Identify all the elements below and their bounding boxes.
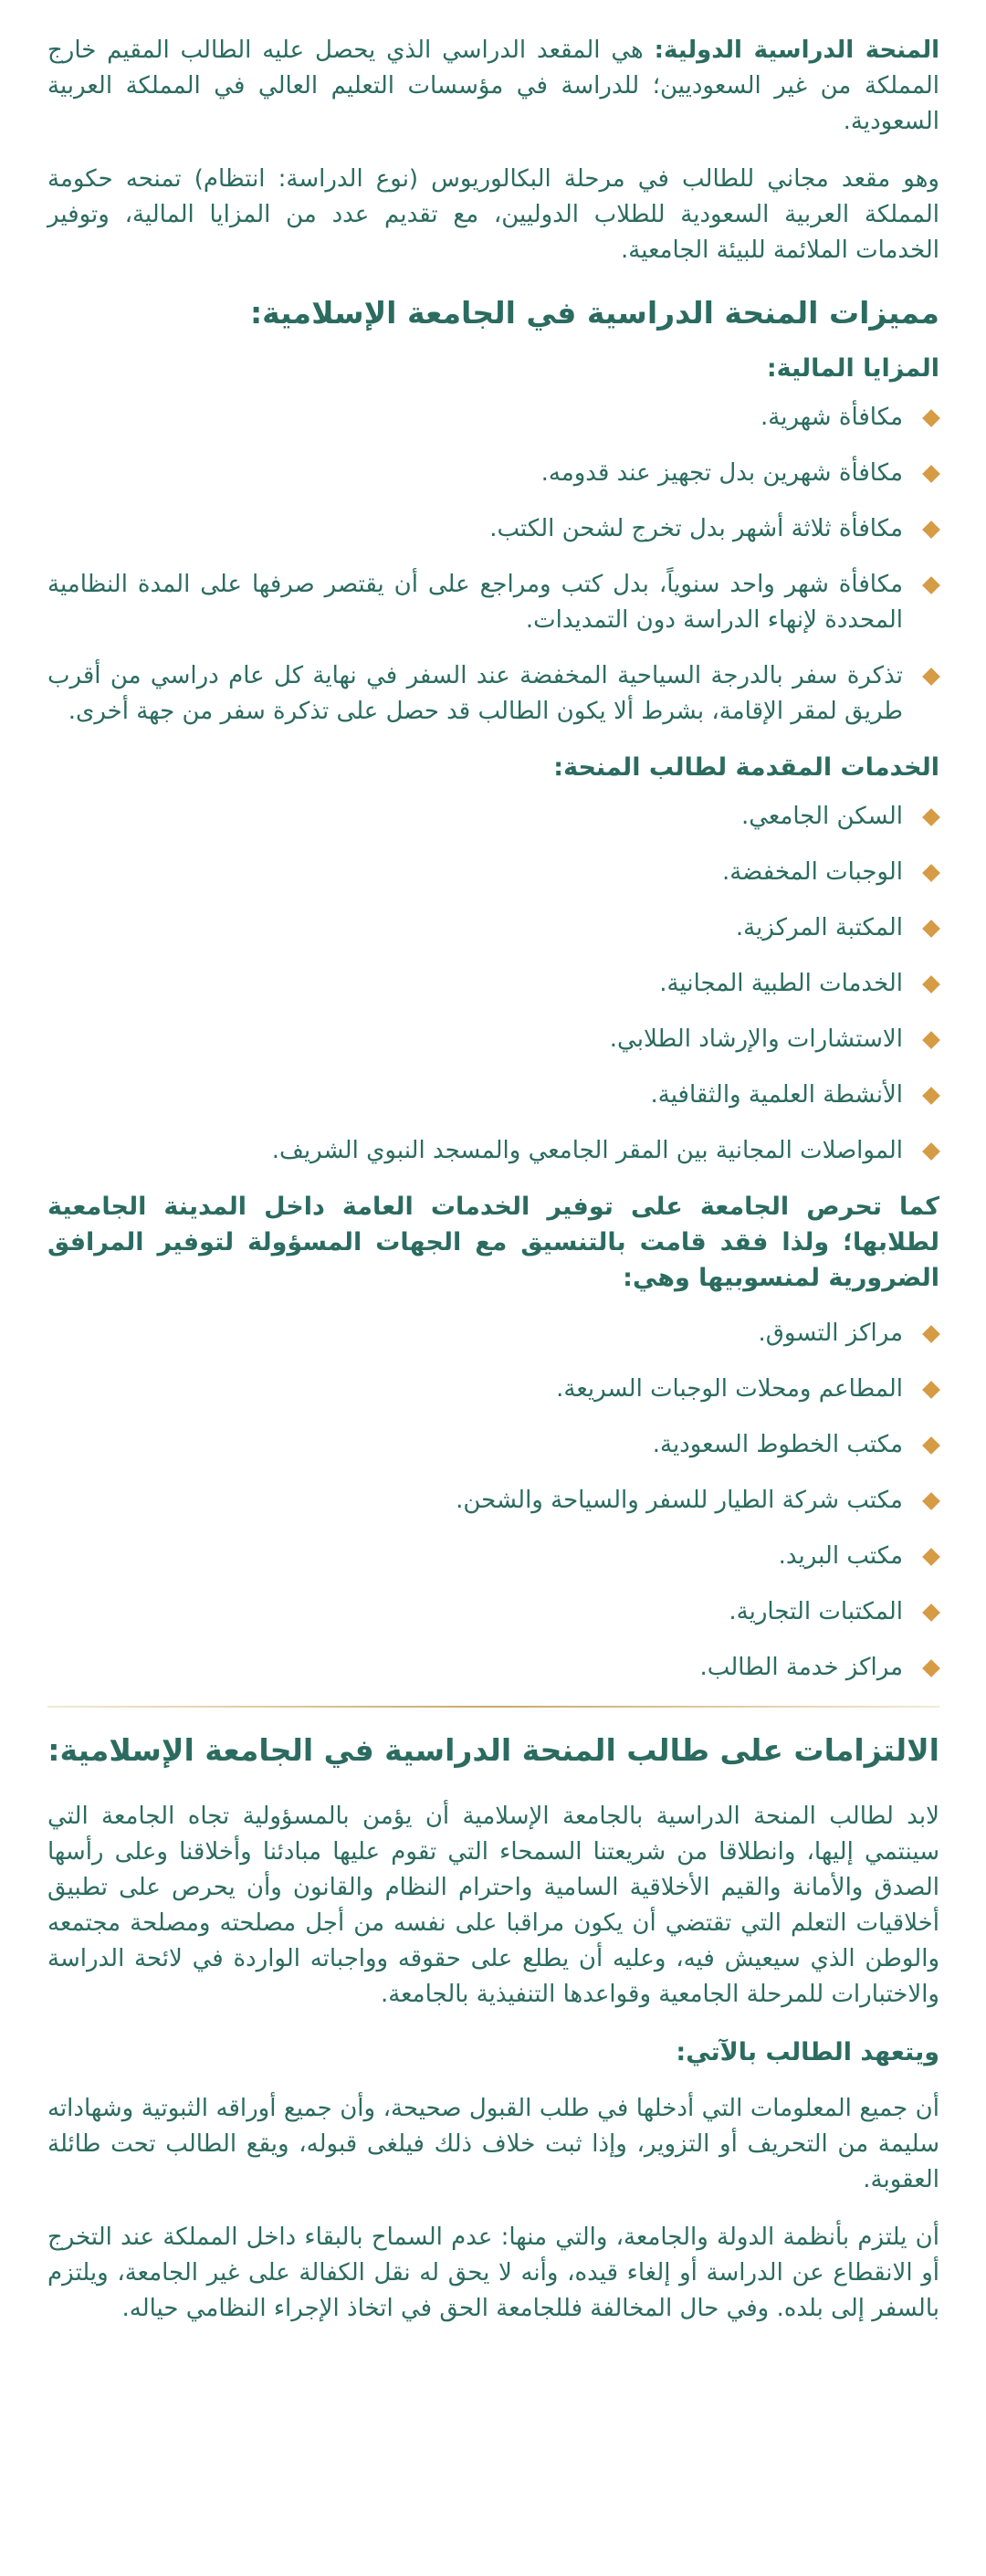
pledge-paragraph-2: أن يلتزم بأنظمة الدولة والجامعة، والتي منها: عدم السماح بالبقاء داخل المملكة عند التخرج أو الانقطاع عن الدراسة أو إلغاء قيده، وأنه لا يحق له نقل الكفالة على غير الجامعة، ويلتزم بالسفر إلى بلده. وفي حال المخالفة فللجامعة الحق في اتخاذ الإجراء النظامي حياله. — [47, 2224, 939, 2322]
list-item-text: مكافأة شهر واحد سنوياً، بدل كتب ومراجع على أن يقتصر صرفها على المدة النظامية المحددة لإنهاء الدراسة دون التمديدات. — [47, 571, 903, 634]
list-item-text: الخدمات الطبية المجانية. — [659, 970, 903, 997]
list-item — [47, 1650, 939, 1686]
list-item-text: الأنشطة العلمية والثقافية. — [650, 1081, 903, 1109]
commitments-heading: الالتزامات على طالب المنحة الدراسية في الجامعة الإسلامية: — [47, 1732, 939, 1768]
list-item — [47, 511, 939, 547]
pledge-paragraph-1: أن جميع المعلومات التي أدخلها في طلب القبول صحيحة، وأن جميع أوراقه الثبوتية وشهاداته سليمة من التحريف أو التزوير، وإذا ثبت خلاف ذلك فيلغى قبوله، ويقع الطالب تحت طائلة العقوبة. — [47, 2095, 939, 2193]
list-item-text: مكافأة شهرين بدل تجهيز عند قدومه. — [540, 459, 903, 487]
definition-paragraph — [47, 33, 939, 140]
list-item-text: مكتب الخطوط السعودية. — [652, 1431, 903, 1458]
list-item-text: الوجبات المخفضة. — [721, 858, 903, 886]
diamond-bullet-icon — [922, 1381, 940, 1399]
list-item — [47, 1133, 939, 1169]
list-item — [47, 799, 939, 835]
financial-benefits-heading: المزايا المالية: — [766, 354, 939, 383]
services-list — [47, 799, 939, 1169]
list-item — [47, 400, 939, 436]
list-item — [47, 1483, 939, 1519]
list-item — [47, 658, 939, 730]
list-item — [47, 1539, 939, 1574]
diamond-bullet-icon — [922, 975, 940, 994]
diamond-bullet-icon — [922, 576, 940, 594]
diamond-bullet-icon — [922, 668, 940, 686]
list-item-text: المكتبات التجارية. — [729, 1598, 903, 1625]
list-item — [47, 456, 939, 491]
list-item — [47, 1594, 939, 1630]
pledge-heading: ويتعهد الطالب بالآتي: — [676, 2038, 939, 2066]
section-divider — [47, 1706, 939, 1708]
definition-text: هي المقعد الدراسي الذي يحصل عليه الطالب المقيم خارج المملكة من غير السعوديين؛ للدراسة في مؤسسات التعليم العالي في المملكة العربية السعودية. — [47, 37, 939, 135]
list-item-text: مراكز التسوق. — [758, 1320, 903, 1347]
list-item-text: مكافأة شهرية. — [760, 404, 903, 431]
list-item-text: مكتب شركة الطيار للسفر والسياحة والشحن. — [456, 1487, 903, 1514]
diamond-bullet-icon — [922, 465, 940, 483]
diamond-bullet-icon — [922, 1492, 940, 1510]
features-heading: مميزات المنحة الدراسية في الجامعة الإسلامية: — [249, 295, 939, 331]
list-item-text: السكن الجامعي. — [740, 803, 903, 830]
list-item — [47, 1316, 939, 1351]
list-item — [47, 910, 939, 946]
diamond-bullet-icon — [922, 1087, 940, 1105]
diamond-bullet-icon — [922, 1659, 940, 1677]
public-services-list — [47, 1316, 939, 1686]
diamond-bullet-icon — [922, 1325, 940, 1343]
list-item — [47, 855, 939, 890]
list-item-text: الاستشارات والإرشاد الطلابي. — [609, 1025, 903, 1053]
list-item — [47, 567, 939, 638]
list-item — [47, 1372, 939, 1407]
list-item — [47, 966, 939, 1002]
definition-term: المنحة الدراسية الدولية: — [654, 37, 940, 64]
list-item-text: تذكرة سفر بالدرجة السياحية المخفضة عند السفر في نهاية كل عام دراسي من أقرب طريق لمقر الإقامة، بشرط ألا يكون الطالب قد حصل على تذكرة سفر من جهة أخرى. — [47, 662, 903, 725]
diamond-bullet-icon — [922, 1603, 940, 1622]
diamond-bullet-icon — [922, 808, 940, 826]
diamond-bullet-icon — [922, 864, 940, 882]
list-item — [47, 1022, 939, 1057]
diamond-bullet-icon — [922, 1031, 940, 1049]
list-item-text: المواصلات المجانية بين المقر الجامعي والمسجد النبوي الشريف. — [271, 1137, 903, 1164]
financial-benefits-list — [47, 400, 939, 730]
diamond-bullet-icon — [922, 409, 940, 427]
diamond-bullet-icon — [922, 1548, 940, 1566]
list-item-text: المكتبة المركزية. — [735, 914, 903, 941]
list-item-text: المطاعم ومحلات الوجبات السريعة. — [556, 1375, 903, 1403]
list-item-text: مراكز خدمة الطالب. — [699, 1654, 903, 1681]
description-paragraph: وهو مقعد مجاني للطالب في مرحلة البكالوريوس (نوع الدراسة: انتظام) تمنحه حكومة المملكة العربية السعودية للطلاب الدوليين، مع تقديم عدد من المزايا المالية، وتوفير الخدمات الملائمة للبيئة الجامعية. — [47, 165, 939, 264]
list-item — [47, 1427, 939, 1463]
diamond-bullet-icon — [922, 920, 940, 938]
list-item-text: مكافأة ثلاثة أشهر بدل تخرج لشحن الكتب. — [489, 515, 903, 542]
public-services-heading: كما تحرص الجامعة على توفير الخدمات العامة داخل المدينة الجامعية لطلابها؛ ولذا فقد قامت بالتنسيق مع الجهات المسؤولة لتوفير المرافق الضرورية لمنسوبيها وهي: — [47, 1193, 939, 1292]
commitments-intro: لابد لطالب المنحة الدراسية بالجامعة الإسلامية أن يؤمن بالمسؤولية تجاه الجامعة التي سينتمي إليها، وانطلاقا من شريعتنا السمحاء التي تقوم عليها مبادئنا وأخلاقنا وعلى رأسها الصدق والأمانة والقيم الأخلاقية السامية واحترام النظام والقانون وأن يحرص على تطبيق أخلاقيات التعلم التي تقتضي أن يكون مراقبا على نفسه من أجل مصلحته ومصلحة مجتمعه والوطن الذي سيعيش فيه، وعليه أن يطلع على حقوقه وواجباته الواردة في لائحة الدراسة والاختبارات للمرحلة الجامعية وقواعدها التنفيذية بالجامعة. — [47, 1803, 939, 2008]
list-item — [47, 1078, 939, 1113]
diamond-bullet-icon — [922, 1142, 940, 1161]
services-heading: الخدمات المقدمة لطالب المنحة: — [553, 753, 939, 782]
list-item-text: مكتب البريد. — [778, 1542, 903, 1570]
diamond-bullet-icon — [922, 1436, 940, 1455]
diamond-bullet-icon — [922, 520, 940, 539]
